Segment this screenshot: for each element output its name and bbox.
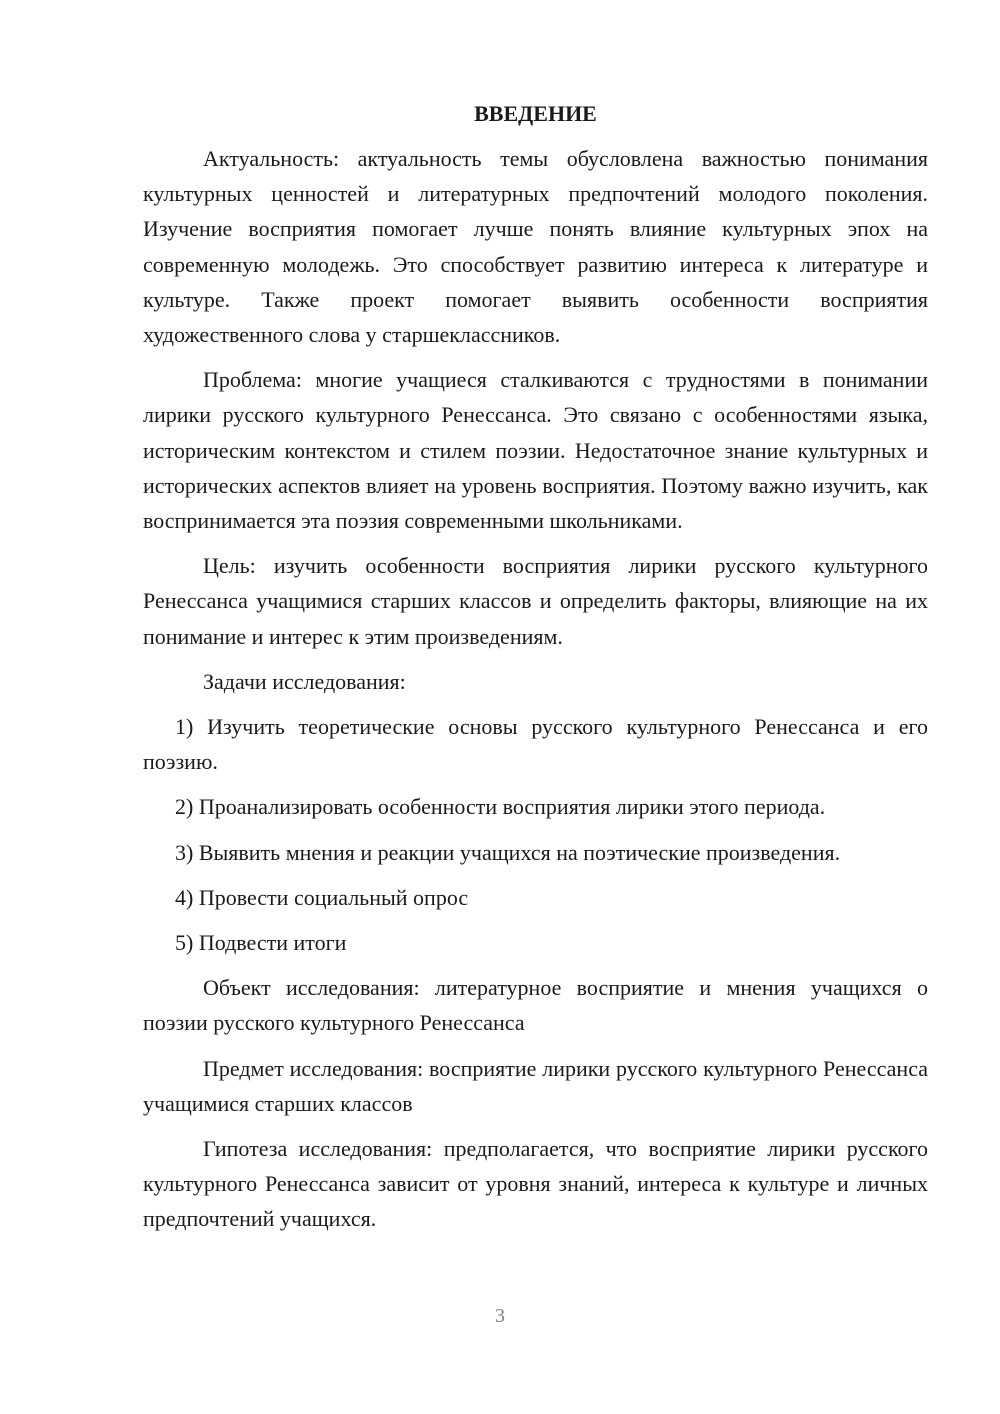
task-item-3: 3) Выявить мнения и реакции учащихся на поэтические произведения. [175,839,841,865]
task-item-4: 4) Провести социальный опрос [175,884,469,910]
relevance-paragraph: Актуальность: актуальность темы обусловлена важностью понимания культурных ценностей и литературных предпочтений молодого поколения. Изучение восприятия помогает лучше понять влияние культурных эпох на современную молодежь. Это способствует развитию интереса к литературе и культуре. Также проект помогает выявить особенности восприятия художественного слова у старшеклассников. [143,146,928,348]
page-title: ВВЕДЕНИЕ [474,101,597,126]
object-paragraph: Объект исследования: литературное восприятие и мнения учащихся о поэзии русского культурного Ренессанса [143,975,928,1036]
page-number: 3 [495,1305,505,1327]
task-item-5: 5) Подвести итоги [175,930,347,956]
hypothesis-paragraph: Гипотеза исследования: предполагается, что восприятие лирики русского культурного Ренессанса зависит от уровня знаний, интереса к культуре и личных предпочтений учащихся. [143,1136,928,1232]
subject-paragraph: Предмет исследования: восприятие лирики русского культурного Ренессанса учащимися старших классов [143,1055,928,1116]
problem-paragraph: Проблема: многие учащиеся сталкиваются с трудностями в понимании лирики русского культурного Ренессанса. Это связано с особенностями языка, историческим контекстом и стилем поэзии. Недостаточное знание культурных и исторических аспектов влияет на уровень восприятия. Поэтому важно изучить, как воспринимается эта поэзия современными школьниками. [143,367,928,534]
tasks-heading: Задачи исследования: [203,668,406,694]
goal-paragraph: Цель: изучить особенности восприятия лирики русского культурного Ренессанса учащимися старших классов и определить факторы, влияющие на их понимание и интерес к этим произведениям. [143,553,928,649]
task-item-2: 2) Проанализировать особенности восприятия лирики этого периода. [175,794,826,820]
page-content [143,96,928,1247]
task-item-1: 1) Изучить теоретические основы русского культурного Ренессанса и его поэзию. [143,714,928,775]
